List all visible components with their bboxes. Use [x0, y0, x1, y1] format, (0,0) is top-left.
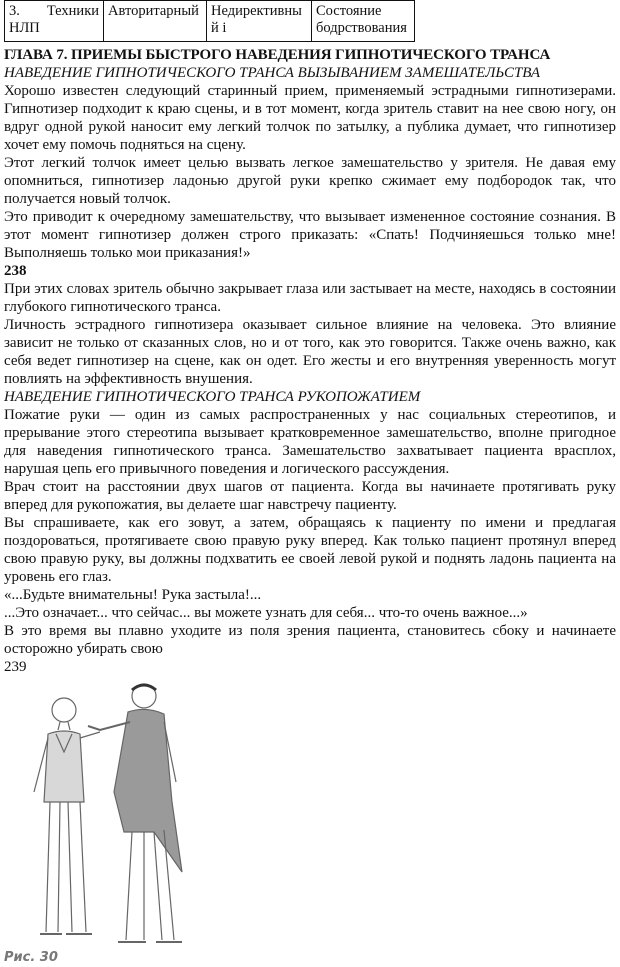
cell-text: Состояние	[316, 3, 382, 19]
paragraph: ...Это означает... что сейчас... вы можете узнать для себя... что-то очень важное...»	[4, 605, 528, 621]
cell-text: Недирективны	[211, 3, 302, 19]
table-cell-style	[104, 1, 207, 42]
page-number: 239	[4, 659, 27, 675]
figure-caption: Рис. 30	[4, 950, 58, 965]
handshake-illustration	[4, 682, 204, 952]
table-cell-technique	[5, 1, 104, 42]
illustration-figure	[4, 682, 204, 967]
chapter-title: ГЛАВА 7. ПРИЕМЫ БЫСТРОГО НАВЕДЕНИЯ ГИПНОТИЧЕСКОГО ТРАНСА	[4, 47, 551, 63]
document-page	[4, 0, 616, 967]
cell-text	[211, 20, 307, 37]
paragraph: Личность эстрадного гипнотизера оказывает сильное влияние на человека. Это влияние зависит не только от сказанных слов, но и от того, как это говорится. Также очень важно, как себя ведет гипнотизер на сцене, как он одет. Его жесты и его внутренняя уверенность могут повлиять на эффективность внушения.	[4, 317, 616, 387]
section-title: НАВЕДЕНИЕ ГИПНОТИЧЕСКОГО ТРАНСА ВЫЗЫВАНИЕМ ЗАМЕШАТЕЛЬСТВА	[4, 65, 541, 81]
paragraph: При этих словах зритель обычно закрывает глаза или застывает на месте, находясь в состоянии глубокого гипнотического транса.	[4, 281, 616, 315]
technique-table	[4, 0, 415, 42]
cell-text: 3.	[9, 3, 20, 19]
cell-line	[9, 3, 99, 20]
section-title: НАВЕДЕНИЕ ГИПНОТИЧЕСКОГО ТРАНСА РУКОПОЖАТИЕМ	[4, 389, 421, 405]
paragraph: Этот легкий толчок имеет целью вызвать легкое замешательство у зрителя. Не давая ему опомниться, гипнотизер ладонью другой руки крепко сжимает ему подбородок так, что получается новый толчок.	[4, 155, 616, 207]
cell-text: Авторитарный	[108, 3, 199, 19]
cell-text: НЛП	[9, 20, 40, 36]
paragraph: «...Будьте внимательны! Рука застыла!...	[4, 587, 262, 603]
cell-text: бодрствования	[316, 20, 407, 36]
page-number: 238	[4, 263, 27, 279]
cell-text: й i	[211, 20, 227, 36]
paragraph: Это приводит к очередному замешательству, что вызывает измененное состояние сознания. В этот момент гипнотизер должен строго приказать: «Спать! Подчиняешься только мне! Выполняешь только мои приказания!»	[4, 209, 616, 261]
table-cell-state	[312, 1, 415, 42]
paragraph: Пожатие руки — один из самых распространенных у нас социальных стереотипов, и прерывание этого стереотипа вызывает кратковременное замешательство, вполне пригодное для наведения гипнотического транса. Замешательство захватывает пациента врасплох, нарушая цепь его привычного поведения и логического рассуждения.	[4, 407, 616, 477]
paragraph: В это время вы плавно уходите из поля зрения пациента, становитесь сбоку и начинаете осторожно убирать свою	[4, 623, 616, 657]
table-cell-approach	[207, 1, 312, 42]
paragraph: Вы спрашиваете, как его зовут, а затем, обращаясь к пациенту по имени и предлагая поздороваться, протягиваете свою правую руку вперед. Как только пациент протянул вперед свою правую руку, вы должны подхватить ее своей левой рукой и поднять ладонь пациента на уровень его глаз.	[4, 515, 616, 585]
cell-text: Техники	[46, 3, 99, 19]
table-row	[5, 1, 415, 42]
paragraph: Хорошо известен следующий старинный прием, применяемый эстрадными гипнотизерами. Гипнотизер подходит к краю сцены, и в тот момент, когда зритель ставит на нее свою ногу, он вдруг одной рукой наносит ему легкий толчок по затылку, а публика думает, что гипнотизер хочет ему помочь подняться на сцену.	[4, 83, 616, 153]
paragraph: Врач стоит на расстоянии двух шагов от пациента. Когда вы начинаете протягивать руку вперед для рукопожатия, вы делаете шаг навстречу пациенту.	[4, 479, 616, 513]
